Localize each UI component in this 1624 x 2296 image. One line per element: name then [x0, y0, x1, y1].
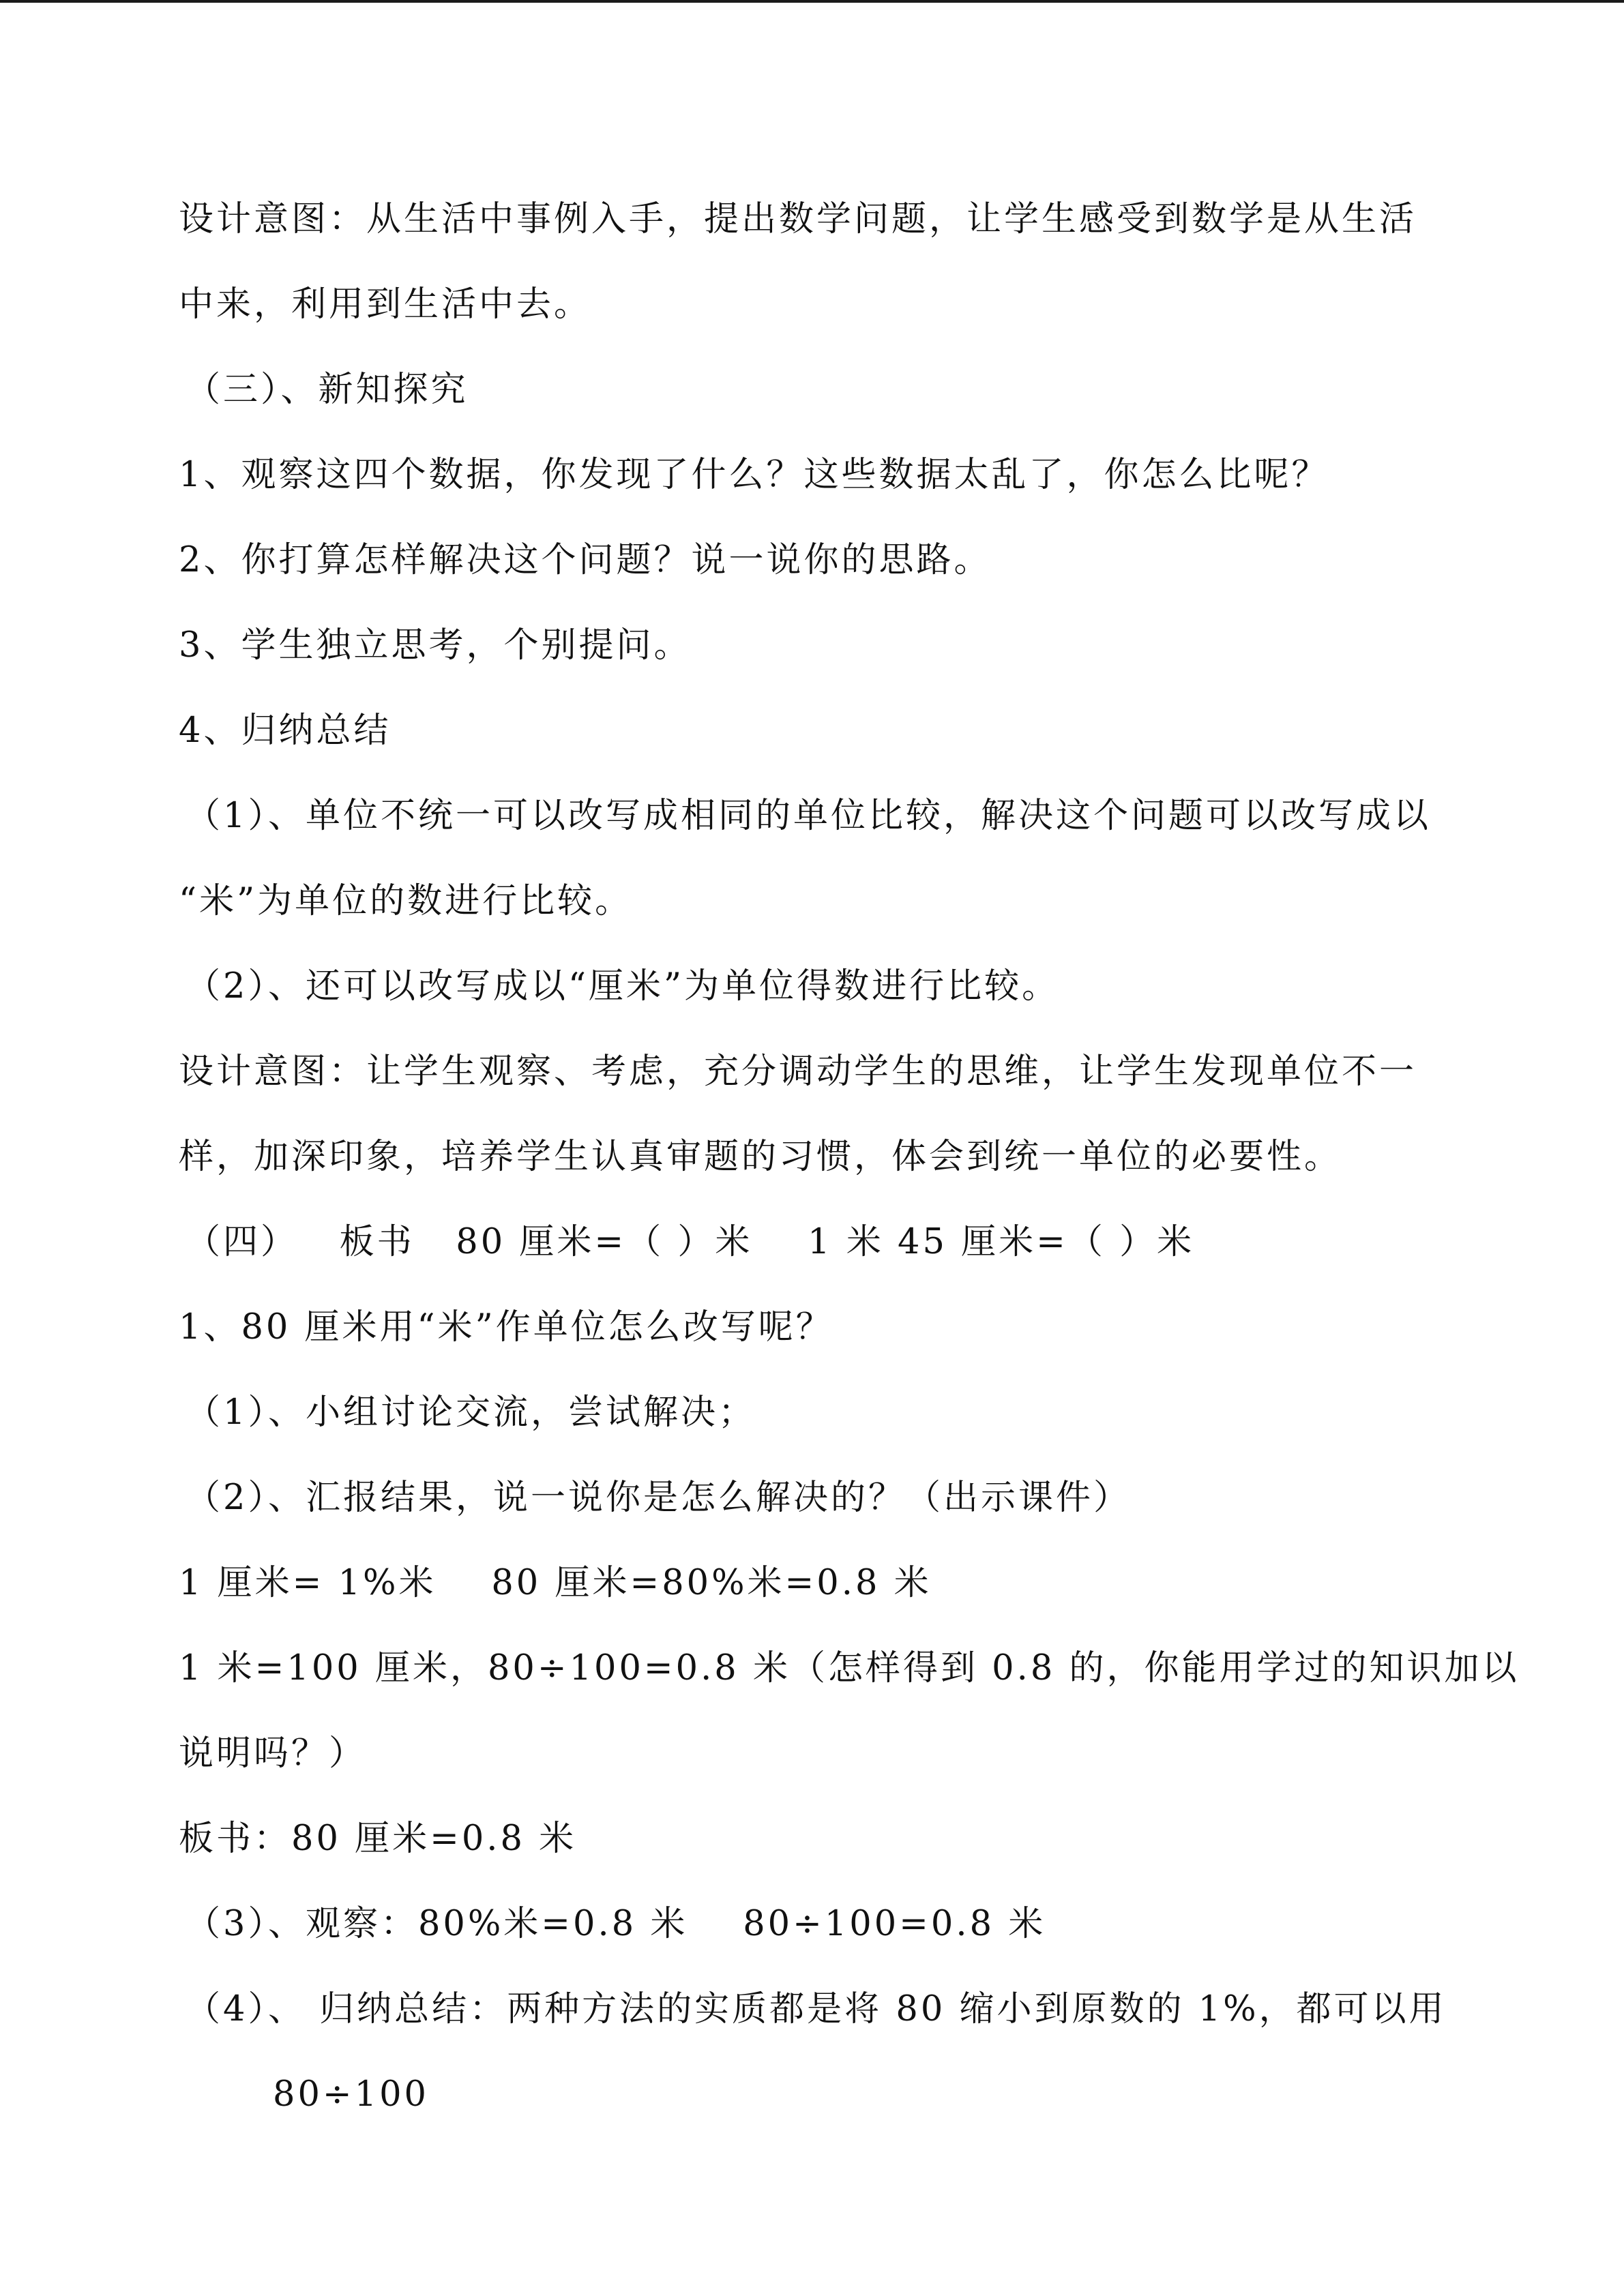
step-3-line: 3、学生独立思考，个别提问。 [179, 625, 692, 666]
summary-item-2-line: （2）、还可以改写成以“厘米”为单位得数进行比较。 [186, 966, 1060, 1007]
section-four-blackboard-line: （四） 板书 80 厘米=（ ）米 1 米 45 厘米=（ ）米 [186, 1222, 1195, 1262]
blackboard-result-line: 板书：80 厘米=0.8 米 [179, 1819, 577, 1859]
section-heading-new-knowledge: （三）、新知探究 [186, 370, 469, 410]
conclusion-line-1: （4）、 归纳总结：两种方法的实质都是将 80 缩小到原数的 1%，都可以用 [186, 1989, 1447, 2029]
step-2-line: 2、你打算怎样解决这个问题？说一说你的思路。 [179, 540, 992, 580]
conversion-line-1: 1 厘米= 1%米 80 厘米=80%米=0.8 米 [179, 1563, 932, 1603]
summary-item-1-line-1: （1）、单位不统一可以改写成相同的单位比较，解决这个问题可以改写成以 [186, 796, 1431, 836]
report-results-line: （2）、汇报结果，说一说你是怎么解决的？（出示课件） [186, 1478, 1131, 1518]
design-intent-2-line-2: 样，加深印象，培养学生认真审题的习惯，体会到统一单位的必要性。 [179, 1137, 1342, 1177]
step-1-line: 1、观察这四个数据，你发现了什么？这些数据太乱了，你怎么比呢？ [179, 455, 1329, 495]
conversion-line-3: 说明吗？） [179, 1733, 367, 1774]
design-intent-2-line-1: 设计意图：让学生观察、考虑，充分调动学生的思维，让学生发现单位不一 [179, 1052, 1417, 1092]
conclusion-line-2: 80÷100 [273, 2074, 429, 2115]
conversion-line-2: 1 米=100 厘米，80÷100=0.8 米（怎样得到 0.8 的，你能用学过的知识加以 [179, 1648, 1520, 1688]
design-intent-line-1: 设计意图：从生活中事例入手，提出数学问题，让学生感受到数学是从生活 [179, 199, 1417, 239]
summary-item-1-line-2: “米”为单位的数进行比较。 [179, 881, 633, 921]
question-1-line: 1、80 厘米用“米”作单位怎么改写呢？ [179, 1307, 833, 1347]
observe-line: （3）、观察：80%米=0.8 米 80÷100=0.8 米 [186, 1904, 1046, 1944]
group-discussion-line: （1）、小组讨论交流，尝试解决； [186, 1392, 756, 1433]
design-intent-line-2: 中来，利用到生活中去。 [179, 284, 592, 325]
step-4-line: 4、归纳总结 [179, 711, 392, 751]
